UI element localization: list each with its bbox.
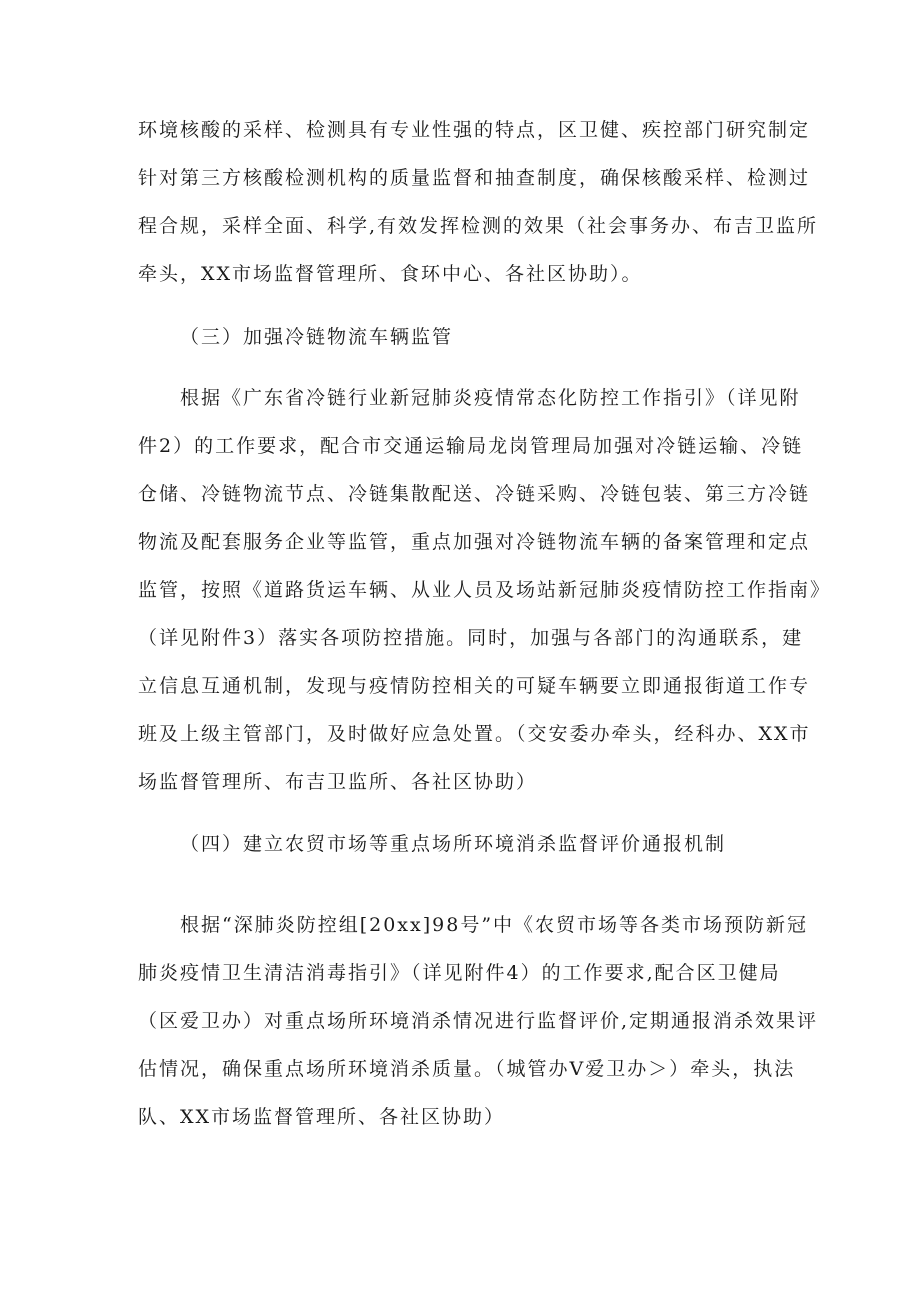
text-line: 监管，按照《道路货运车辆、从业人员及场站新冠肺炎疫情防控工作指南》 (138, 579, 832, 601)
text-line: 根据《广东省冷链行业新冠肺炎疫情常态化防控工作指引》（详见附 (180, 387, 801, 409)
text-line: 针对第三方核酸检测机构的质量监督和抽查制度，确保核酸采样、检测过 (138, 167, 811, 189)
text-line: 立信息互通机制，发现与疫情防控相关的可疑车辆要立即通报街道工作专 (138, 675, 811, 697)
section-heading-4: （四）建立农贸市场等重点场所环境消杀监督评价通报机制 (180, 833, 727, 855)
text-line: （详见附件3）落实各项防控措施。同时，加强与各部门的沟通联系，建 (138, 627, 804, 649)
text-line: 肺炎疫情卫生清洁消毒指引》（详见附件4）的工作要求,配合区卫健局 (138, 962, 781, 984)
text-line: 件2）的工作要求，配合市交通运输局龙岗管理局加强对冷链运输、冷链 (138, 435, 804, 457)
section-heading-3: （三）加强冷链物流车辆监管 (180, 326, 454, 348)
text-line: 环境核酸的采样、检测具有专业性强的特点，区卫健、疾控部门研究制定 (138, 119, 811, 141)
text-line: 估情况，确保重点场所环境消杀质量。（城管办V爱卫办＞）牵头，执法 (138, 1058, 796, 1080)
text-line: （区爱卫办）对重点场所环境消杀情况进行监督评价,定期通报消杀效果评 (138, 1010, 819, 1032)
text-line: 根据“深肺炎防控组[20xx]98号”中《农贸市场等各类市场预防新冠 (180, 914, 809, 936)
text-line: 班及上级主管部门，及时做好应急处置。（交安委办牵头，经科办、XX市 (138, 723, 811, 745)
text-line: 仓储、冷链物流节点、冷链集散配送、冷链采购、冷链包装、第三方冷链 (138, 483, 811, 505)
text-line: 程合规，采样全面、科学,有效发挥检测的效果（社会事务办、布吉卫监所 (138, 215, 819, 237)
text-line: 牵头，XX市场监督管理所、食环中心、各社区协助）。 (138, 263, 643, 285)
text-line: 物流及配套服务企业等监管，重点加强对冷链物流车辆的备案管理和定点 (138, 531, 811, 553)
text-line: 场监督管理所、布吉卫监所、各社区协助） (138, 771, 538, 793)
text-line: 队、XX市场监督管理所、各社区协助） (138, 1106, 506, 1128)
